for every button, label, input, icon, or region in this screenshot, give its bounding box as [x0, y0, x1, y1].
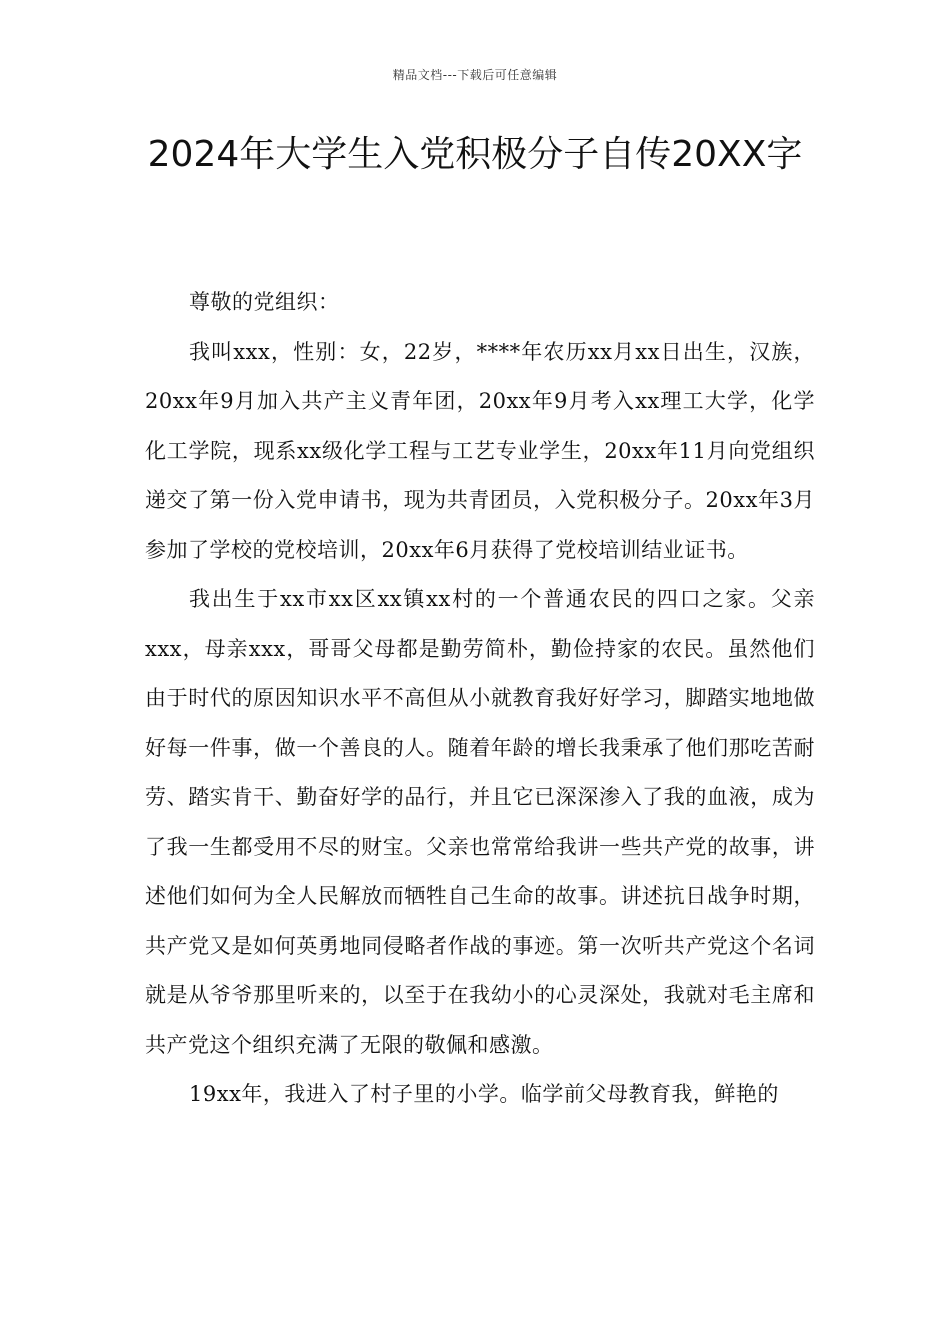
document-body	[145, 278, 815, 1120]
document-title: 2024年大学生入党积极分子自传20XX字	[147, 134, 803, 175]
body-paragraph: 我叫xxx，性别：女，22岁，****年农历xx月xx日出生，汉族，20xx年9月加入共产主义青年团，20xx年9月考入xx理工大学，化学化工学院，现系xx级化学工程与工艺专业学生，20xx年11月向党组织递交了第一份入党申请书，现为共青团员，入党积极分子。20xx年3月参加了学校的党校培训，20xx年6月获得了党校培训结业证书。	[145, 339, 815, 562]
body-paragraph: 我出生于xx市xx区xx镇xx村的一个普通农民的四口之家。父亲xxx，母亲xxx，哥哥父母都是勤劳简朴，勤俭持家的农民。虽然他们由于时代的原因知识水平不高但从小就教育我好好学习，脚踏实地地做好每一件事，做一个善良的人。随着年龄的增长我秉承了他们那吃苦耐劳、踏实肯干、勤奋好学的品行，并且它已深深渗入了我的血液，成为了我一生都受用不尽的财宝。父亲也常常给我讲一些共产党的故事，讲述他们如何为全人民解放而牺牲自己生命的故事。讲述抗日战争时期，共产党又是如何英勇地同侵略者作战的事迹。第一次听共产党这个名词就是从爷爷那里听来的，以至于在我幼小的心灵深处，我就对毛主席和共产党这个组织充满了无限的敬佩和感激。	[145, 587, 815, 1057]
body-paragraph: 19xx年，我进入了村子里的小学。临学前父母教育我，鲜艳的	[189, 1082, 779, 1106]
salutation-paragraph: 尊敬的党组织：	[189, 290, 340, 314]
header-note: 精品文档---下载后可任意编辑	[392, 68, 558, 82]
